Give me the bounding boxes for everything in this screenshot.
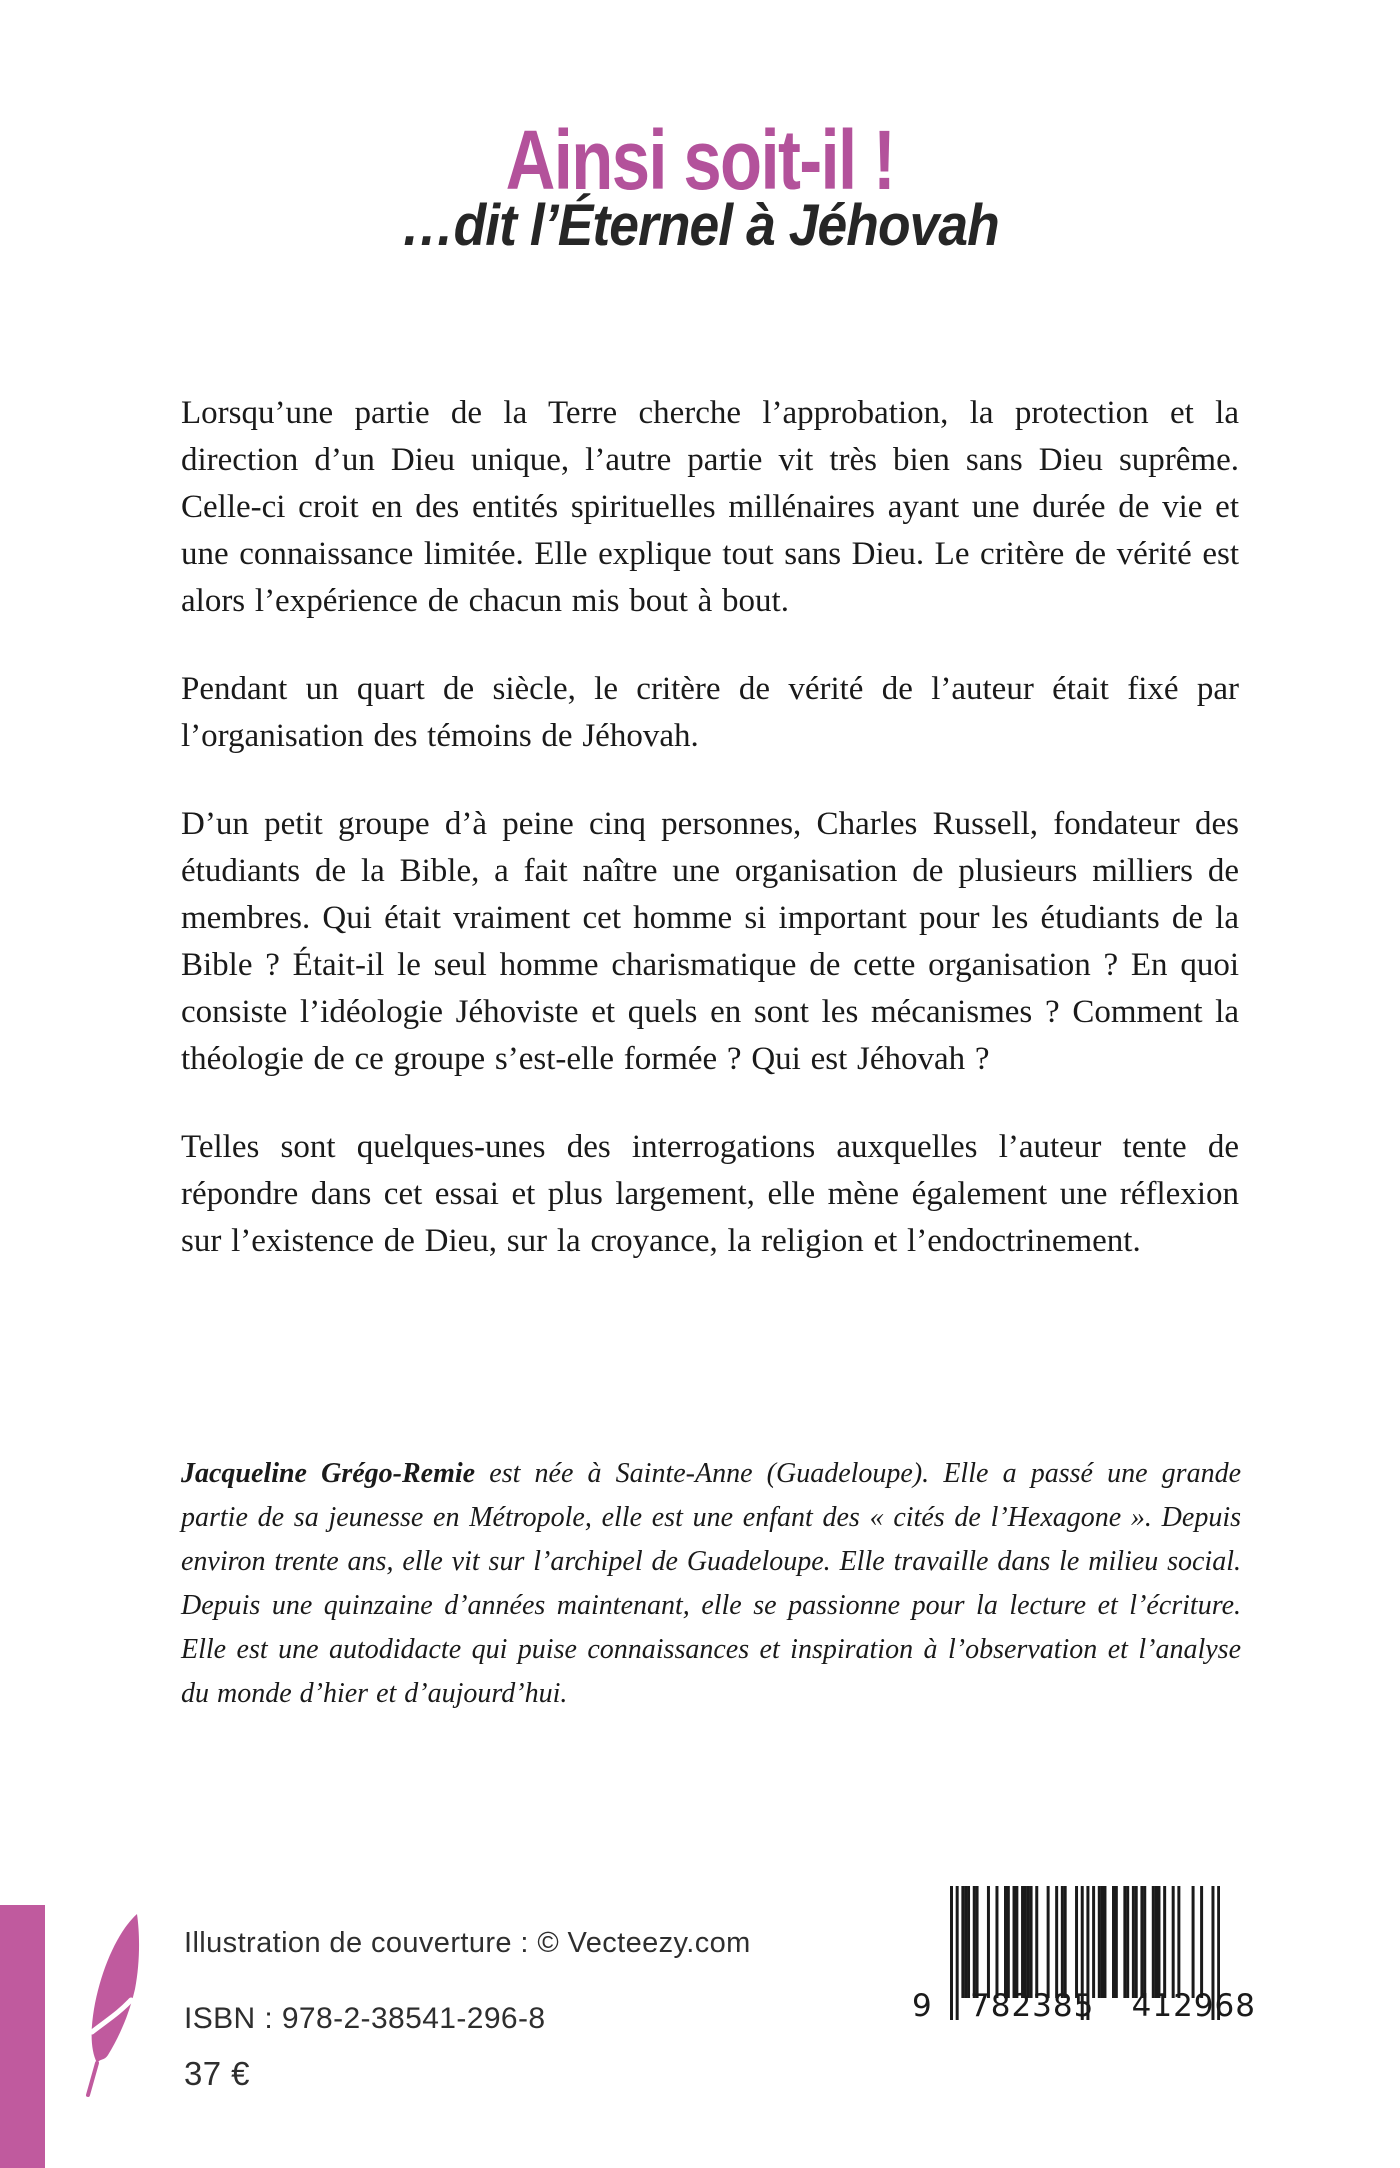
barcode-digit-right-group: 412968 xyxy=(1131,1988,1256,2024)
barcode-digits xyxy=(912,1988,1256,2024)
price: 37 € xyxy=(184,2055,250,2092)
page-title: Ainsi soit-il ! xyxy=(505,113,895,207)
synopsis-paragraph: Telles sont quelques-unes des interrogations auxquelles l’auteur tente de répondre dans cet essai et plus largement, elle mène également une réflexion sur l’existence de Dieu, sur la croyance, la religion et l’endoctrinement. xyxy=(181,1129,1239,1259)
author-name: Jacqueline Grégo-Remie xyxy=(181,1458,476,1489)
synopsis xyxy=(181,390,1239,1306)
author-bio-text: est née à Sainte-Anne (Guadeloupe). Elle a passé une grande partie de sa jeunesse en Métropole, elle est une enfant des « cités de l’Hexagone ». Depuis environ trente ans, elle vit sur l’archipel de Guadeloupe. Elle travaille dans le milieu social. Depuis une quinzaine d’années maintenant, elle se passionne pour la lecture et l’écriture. Elle est une autodidacte qui puise connaissances et inspiration à l’observation et l’analyse du monde d’hier et d’aujourd’hui. xyxy=(181,1458,1241,1709)
barcode-digit-first: 9 xyxy=(912,1988,933,2024)
author-bio xyxy=(181,1452,1241,1716)
synopsis-paragraph: D’un petit groupe d’à peine cinq personnes, Charles Russell, fondateur des étudiants de la Bible, a fait naître une organisation de plusieurs milliers de membres. Qui était vraiment cet homme si important pour les étudiants de la Bible ? Était-il le seul homme charismatique de cette organisation ? En quoi consiste l’idéologie Jéhoviste et quels en sont les mécanismes ? Comment la théologie de ce groupe s’est-elle formée ? Qui est Jéhovah ? xyxy=(181,806,1239,1077)
isbn: ISBN : 978-2-38541-296-8 xyxy=(184,2002,546,2035)
spine-accent-bar xyxy=(0,1905,45,2168)
page-subtitle: …dit l’Éternel à Jéhovah xyxy=(401,193,999,258)
barcode xyxy=(912,1886,1256,2036)
synopsis-paragraph: Lorsqu’une partie de la Terre cherche l’approbation, la protection et la direction d’un Dieu unique, l’autre partie vit très bien sans Dieu suprême. Celle-ci croit en des entités spirituelles millénaires ayant une durée de vie et une connaissance limitée. Elle explique tout sans Dieu. Le critère de vérité est alors l’expérience de chacun mis bout à bout. xyxy=(181,395,1239,619)
illustration-credit: Illustration de couverture : © Vecteezy.com xyxy=(184,1927,751,1959)
publisher-feather-icon xyxy=(84,1910,150,2102)
barcode-digit-left-group: 782385 xyxy=(970,1988,1095,2024)
synopsis-paragraph: Pendant un quart de siècle, le critère de vérité de l’auteur était fixé par l’organisation des témoins de Jéhovah. xyxy=(181,671,1239,754)
